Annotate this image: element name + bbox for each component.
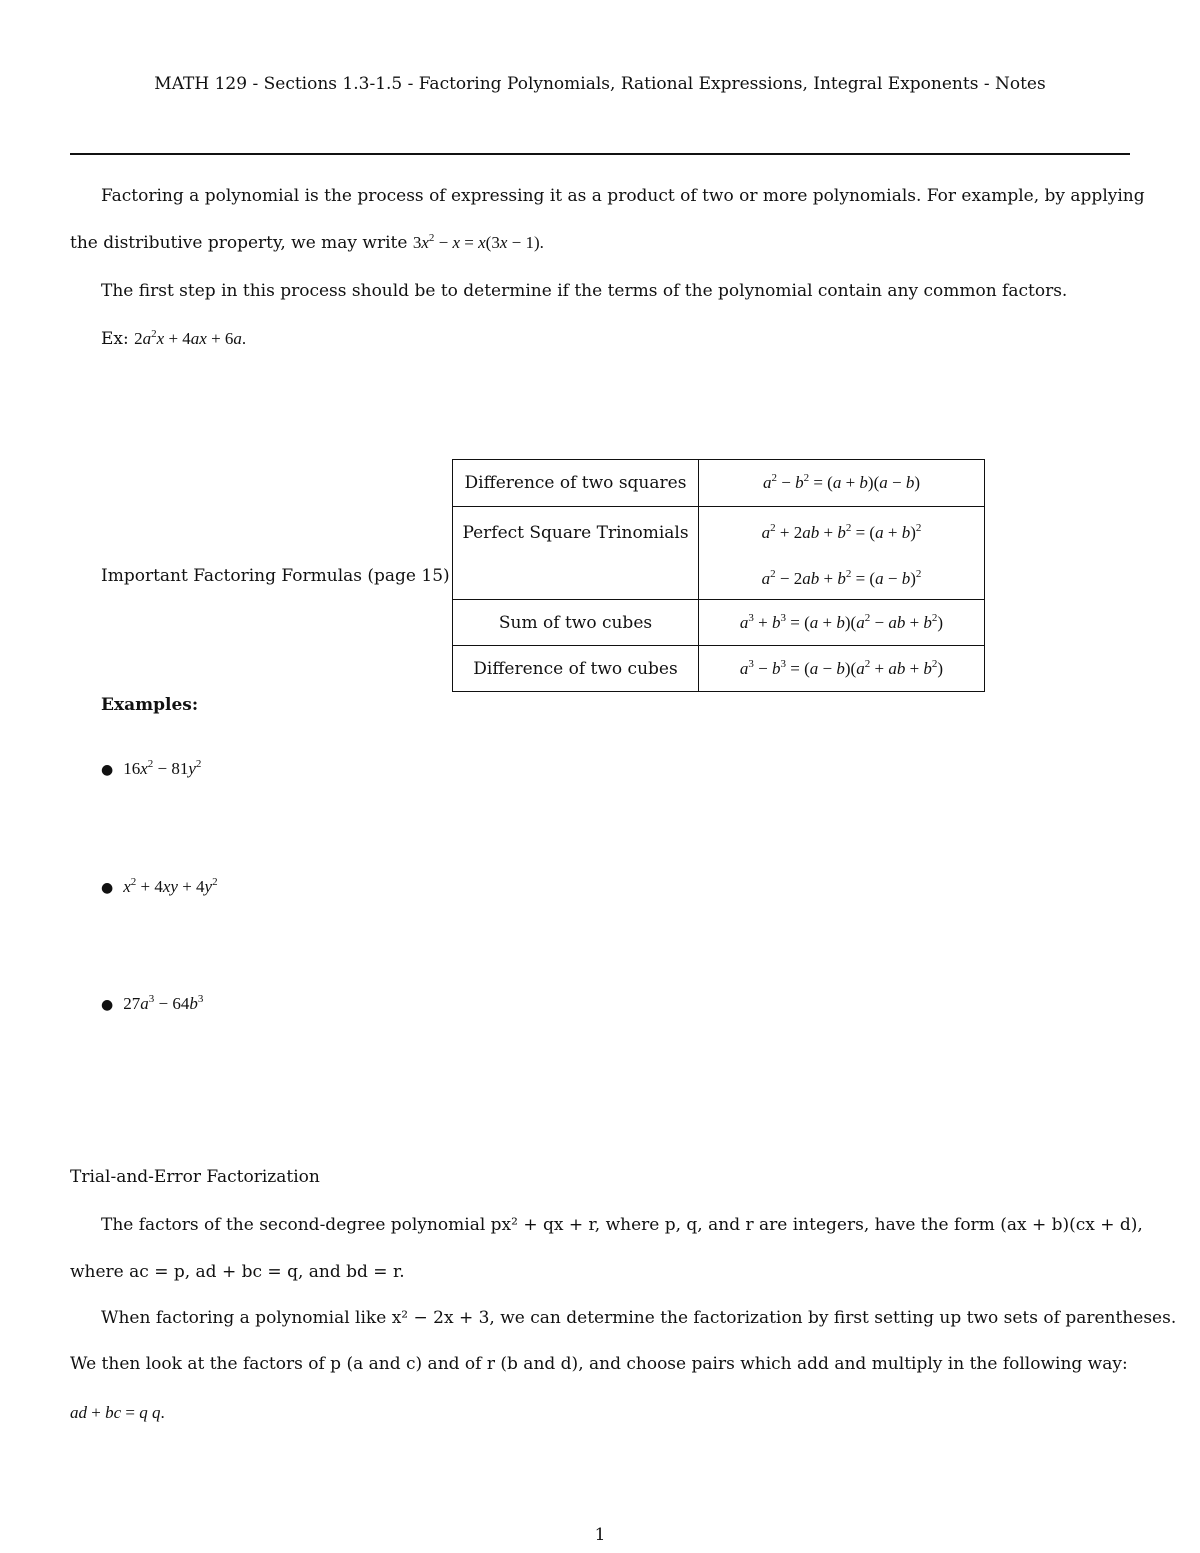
- examples-heading: Examples:: [101, 695, 199, 715]
- list-item: [101, 995, 203, 1013]
- example-expression: $27a^3 - 64b^3$: [123, 993, 204, 1013]
- trial-p1-line-2: where ac = p, ad + bc = q, and bd = r.: [70, 1262, 405, 1282]
- distributive-equation: $3x^2 - x = x(3x - 1)$.: [412, 232, 544, 252]
- table-row: [453, 600, 985, 646]
- formula-expression: $a^2 - b^2 = (a + b)(a - b)$: [699, 460, 985, 507]
- ex-expression: $2a^2x + 4ax + 6a$.: [134, 328, 247, 348]
- intro-line-1: Factoring a polynomial is the process of expressing it as a product of two or more polynomials. For example, by applying: [101, 186, 1145, 206]
- intro-line-2-text: the distributive property, we may write: [70, 233, 408, 253]
- formulas-label: Important Factoring Formulas (page 15): [101, 566, 450, 586]
- formula-name: Difference of two cubes: [453, 646, 699, 692]
- trial-p2-line-3: ad + bc = q q.: [70, 1403, 165, 1422]
- formula-expression-cell: [699, 507, 985, 600]
- formula-expression: $a^3 - b^3 = (a - b)(a^2$ + ab + $b^2$): [699, 646, 985, 692]
- formula-name: Sum of two cubes: [453, 600, 699, 646]
- trial-p2-line-1: When factoring a polynomial like x² − 2x + 3, we can determine the factorization by first setting up two sets of parentheses.: [101, 1308, 1177, 1328]
- common-factor-text: The first step in this process should be to determine if the terms of the polynomial contain any common factors.: [101, 281, 1068, 301]
- trial-p1-line-1: The factors of the second-degree polynomial px² + qx + r, where p, q, and r are integers, have the form (ax + b)(cx + d),: [101, 1215, 1143, 1235]
- list-item: [101, 878, 218, 896]
- ex-label: Ex:: [101, 329, 129, 349]
- intro-line-2: [70, 234, 544, 252]
- header-rule: [70, 153, 1130, 155]
- page-number: 1: [594, 1525, 606, 1545]
- example-line: [101, 330, 246, 348]
- formula-expression: $a^2 - 2ab + b^2 = (a - b)^2$: [761, 568, 922, 588]
- list-item: [101, 760, 201, 778]
- formula-name-cell: [453, 507, 699, 600]
- bullet-icon: ●: [101, 762, 114, 778]
- bullet-icon: ●: [101, 880, 114, 896]
- formula-name: Perfect Square Trinomials: [462, 523, 689, 543]
- table-row: [453, 646, 985, 692]
- formula-expression: $a^2 + 2ab + b^2 = (a + b)^2$: [761, 522, 922, 542]
- page-header: MATH 129 - Sections 1.3-1.5 - Factoring Polynomials, Rational Expressions, Integral Exponents - Notes: [154, 74, 1046, 94]
- table-row: [453, 507, 985, 600]
- factoring-formulas-table: [452, 459, 985, 692]
- example-expression: $x^2 + 4xy + 4y^2$: [123, 876, 218, 896]
- trial-heading: Trial-and-Error Factorization: [70, 1167, 320, 1187]
- formula-name: Difference of two squares: [453, 460, 699, 507]
- table-row: [453, 460, 985, 507]
- formula-expression: $a^3 + b^3 = (a + b)(a^2$ − ab + $b^2$): [699, 600, 985, 646]
- example-expression: $16x^2 - 81y^2$: [123, 758, 202, 778]
- trial-p2-line-2: We then look at the factors of p (a and c) and of r (b and d), and choose pairs which add and multiply in the following way:: [70, 1354, 1128, 1374]
- bullet-icon: ●: [101, 997, 114, 1013]
